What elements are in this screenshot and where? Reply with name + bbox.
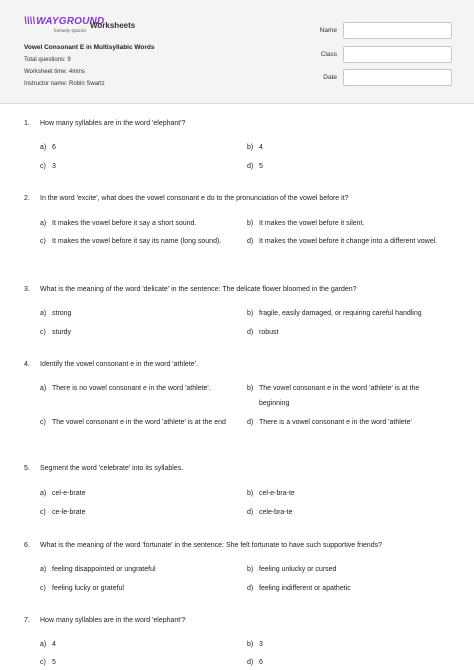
option-letter: b) xyxy=(247,144,254,151)
option-letter: b) xyxy=(247,385,254,392)
option-letter: c) xyxy=(40,585,46,592)
option-letter: b) xyxy=(247,566,254,573)
total-questions: Total questions: 9 xyxy=(24,57,71,63)
option-letter: c) xyxy=(40,509,46,516)
brand-mark-icon: \\\\ xyxy=(24,16,36,27)
option-text: 5 xyxy=(52,659,56,666)
option-text: sturdy xyxy=(52,329,72,336)
option-letter: d) xyxy=(247,419,254,426)
option-letter: c) xyxy=(40,419,46,426)
option-text: cel-e-bra-te xyxy=(259,490,295,497)
option-text: The vowel consonant e in the word 'athlete' is at the beginning xyxy=(259,385,420,407)
worksheet-time: Worksheet time: 4mins xyxy=(24,69,85,75)
question-text: How many syllables are in the word 'elephant'? xyxy=(40,120,186,127)
brand-subtitle: formerly Quizizz xyxy=(54,28,87,33)
option-text: cel-e-brate xyxy=(52,490,86,497)
question-number: 1. xyxy=(24,120,30,127)
option-letter: b) xyxy=(247,220,254,227)
option-letter: c) xyxy=(40,329,46,336)
option-text: feeling indifferent or apathetic xyxy=(259,585,351,592)
option-letter: b) xyxy=(247,641,254,648)
worksheet-title: Vowel Consonant E in Multisyllabic Words xyxy=(24,44,155,51)
date-field[interactable] xyxy=(343,69,452,86)
option-text: strong xyxy=(52,310,72,317)
option-letter: d) xyxy=(247,659,254,666)
option-text: 4 xyxy=(259,144,263,151)
name-field[interactable] xyxy=(343,22,452,39)
question-number: 2. xyxy=(24,195,30,202)
option-text: It makes the vowel before it say its name (long sound). xyxy=(52,238,222,245)
option-letter: b) xyxy=(247,490,254,497)
question-number: 3. xyxy=(24,286,30,293)
option-letter: c) xyxy=(40,238,46,245)
option-letter: d) xyxy=(247,585,254,592)
option-text: 6 xyxy=(52,144,56,151)
question-text: In the word 'excite', what does the vowel consonant e do to the pronunciation of the vowel before it? xyxy=(40,195,349,202)
option-text: It makes the vowel before it say a short sound. xyxy=(52,220,197,227)
option-text: 5 xyxy=(259,163,263,170)
option-letter: c) xyxy=(40,163,46,170)
brand-name: WAYGROUND xyxy=(36,16,105,27)
option-text: fragile, easily damaged, or requiring careful handling xyxy=(259,310,422,317)
question-number: 6. xyxy=(24,542,30,549)
question-text: Segment the word 'celebrate' into its syllables. xyxy=(40,465,184,472)
option-letter: d) xyxy=(247,329,254,336)
option-letter: d) xyxy=(247,238,254,245)
question-number: 5. xyxy=(24,465,30,472)
option-text: 6 xyxy=(259,659,263,666)
option-text: It makes the vowel before it change into a different vowel. xyxy=(259,238,438,245)
class-field[interactable] xyxy=(343,46,452,63)
question-number: 4. xyxy=(24,361,30,368)
option-text: feeling unlucky or cursed xyxy=(259,566,337,573)
option-letter: a) xyxy=(40,385,47,392)
option-letter: d) xyxy=(247,163,254,170)
question-text: What is the meaning of the word 'fortunate' in the sentence: She felt fortunate to have such supportive friends? xyxy=(40,542,382,549)
class-label: Class xyxy=(320,51,337,58)
option-letter: d) xyxy=(247,509,254,516)
option-text: It makes the vowel before it silent. xyxy=(259,220,365,227)
option-letter: b) xyxy=(247,310,254,317)
question-number: 7. xyxy=(24,617,30,624)
option-text: 3 xyxy=(259,641,263,648)
option-text: feeling disappointed or ungrateful xyxy=(52,566,156,573)
option-text: cele-bra-te xyxy=(259,509,293,516)
question-text: Identify the vowel consonant e in the word 'athlete'. xyxy=(40,361,198,368)
option-text: 3 xyxy=(52,163,56,170)
option-letter: a) xyxy=(40,310,47,317)
option-letter: a) xyxy=(40,144,47,151)
question-text: How many syllables are in the word 'elephant'? xyxy=(40,617,186,624)
option-text: The vowel consonant e in the word 'athlete' is at the end xyxy=(52,419,226,426)
option-text: feeling lucky or grateful xyxy=(52,585,124,592)
option-letter: a) xyxy=(40,220,47,227)
worksheet-header xyxy=(0,0,474,104)
question-text: What is the meaning of the word 'delicate' in the sentence: The delicate flower bloomed in the garden? xyxy=(40,286,357,293)
option-text: 4 xyxy=(52,641,56,648)
option-letter: a) xyxy=(40,641,47,648)
instructor-name: Instructor name: Robin Swartz xyxy=(24,81,105,87)
date-label: Date xyxy=(323,74,337,81)
option-text: There is no vowel consonant e in the word 'athlete'. xyxy=(52,385,211,392)
option-letter: a) xyxy=(40,566,47,573)
name-label: Name xyxy=(319,27,337,34)
option-text: robust xyxy=(259,329,279,336)
section-label: Worksheets xyxy=(90,21,136,30)
option-text: ce-le-brate xyxy=(52,509,86,516)
option-letter: c) xyxy=(40,659,46,666)
option-letter: a) xyxy=(40,490,47,497)
option-text: There is a vowel consonant e in the word 'athlete' xyxy=(259,419,412,426)
